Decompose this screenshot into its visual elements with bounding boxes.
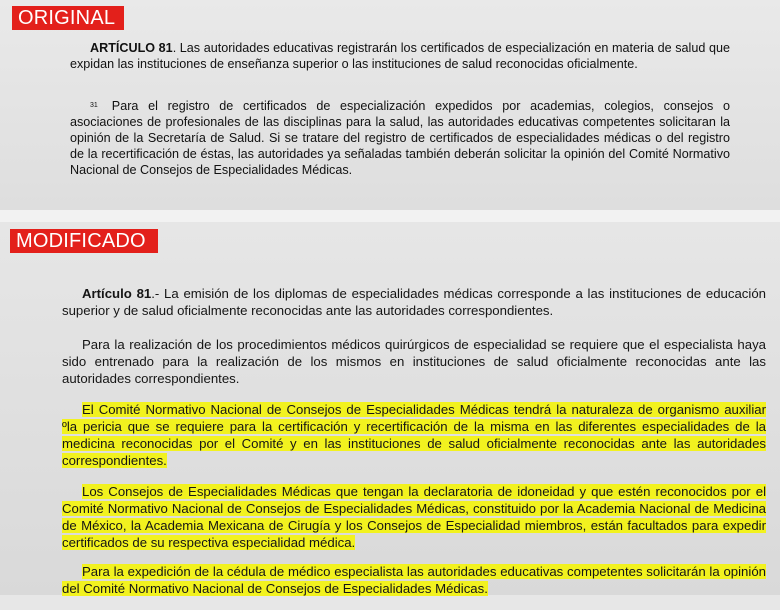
modified-paragraph-1-text: .- La emisión de los diplomas de especialidades médicas corresponde a las instituciones de educación superior y de salud oficialmente reconocidas ante las autoridades correspondientes. — [62, 286, 766, 319]
highlighted-paragraph-5: Para la expedición de la cédula de médico especialista las autoridades educativas competentes solicitarán la opinión del Comité Normativo Nacional de Consejos de Especialidades Médicas. — [62, 564, 766, 597]
original-paragraph-2-text: Para el registro de certificados de especialización expedidos por academias, colegios, consejos o asociaciones de profesionales de las disciplinas para la salud, las autoridades educativas competentes solicitaran la opinión de la Secretaría de Salud. Si se tratare del registro de certificados de especialidades médicas o del registro de la recertificación de éstas, las autoridades ya señaladas también deberán solicitar la opinión del Comité Normativo Nacional de Consejos de Especialidades Médicas. — [70, 99, 730, 177]
modified-label: MODIFICADO — [10, 229, 158, 253]
panel-divider — [0, 210, 780, 222]
original-paragraph-1-text: . Las autoridades educativas registrarán los certificados de especialización en materia de salud que expidan las instituciones de enseñanza superior o las instituciones de salud reconocidas oficialmente. — [70, 41, 730, 71]
original-label: ORIGINAL — [12, 6, 124, 30]
footnote-marker: 31 — [90, 102, 98, 109]
modified-paragraph-2-text: Para la realización de los procedimientos médicos quirúrgicos de especialidad se requiere que el especialista haya sido entrenado para la realización de los mismos en instituciones de salud oficialmente reconocidas ante las autoridades correspondientes. — [62, 337, 766, 387]
modified-paragraph-5 — [62, 550, 766, 610]
highlighted-paragraph-3: El Comité Normativo Nacional de Consejos de Especialidades Médicas tendrá la naturaleza de organismo auxiliar ºla pericia que se requiere para la certificación y recertificación de la misma en las diferentes especialidades de la medicina reconocidas por el Comité y en las instituciones de salud oficialmente reconocidas ante las autoridades correspondientes. — [62, 402, 766, 469]
original-article-heading: ARTÍCULO 81 — [90, 41, 173, 55]
modified-paragraph-3 — [62, 388, 766, 482]
original-paragraph-2 — [70, 98, 730, 178]
original-paragraph-1 — [70, 40, 730, 72]
highlighted-paragraph-4: Los Consejos de Especialidades Médicas que tengan la declaratoria de idoneidad y que estén reconocidos por el Comité Normativo Nacional de Consejos de Especialidades Médicas, constituido por la Academia Nacional de Medicina de México, la Academia Mexicana de Cirugía y los Consejos de Especialidad miembros, están facultados para expedir certificados de su respectiva especialidad médica. — [62, 484, 766, 551]
modified-article-heading: Artículo 81 — [82, 286, 152, 302]
